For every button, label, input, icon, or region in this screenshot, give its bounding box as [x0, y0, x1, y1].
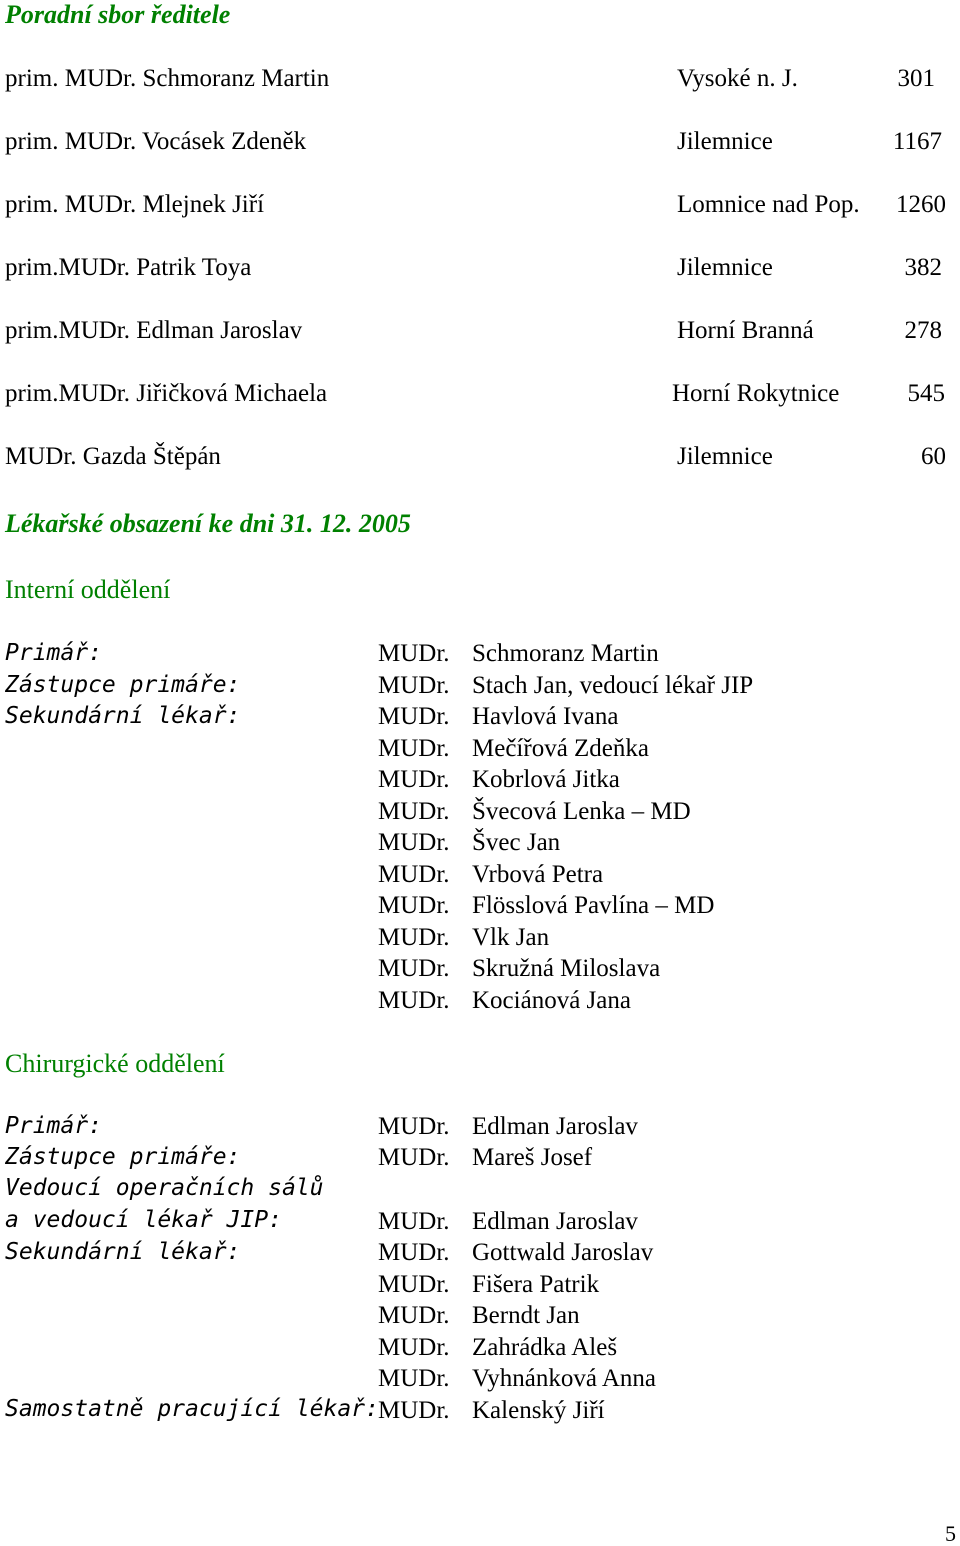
doctor-name: Skružná Miloslava [472, 955, 661, 982]
doctor-name: Kociánová Jana [472, 987, 631, 1014]
doctor-entry [378, 640, 659, 667]
doctor-title: MUDr. [378, 924, 450, 951]
doctor-title: MUDr. [378, 955, 450, 982]
advisory-row-number: 1167 [892, 128, 942, 155]
doctor-name: Edlman Jaroslav [472, 1208, 638, 1235]
surgery-department-heading: Chirurgické oddělení [5, 1049, 225, 1078]
doctor-title: MUDr. [378, 1144, 450, 1171]
doctor-title: MUDr. [378, 1334, 450, 1361]
advisory-row-name: prim.MUDr. Patrik Toya [5, 254, 252, 281]
doctor-name: Vlk Jan [472, 924, 550, 951]
doctor-entry [378, 829, 561, 856]
doctor-entry [378, 861, 604, 888]
advisory-row-town: Horní Rokytnice [672, 380, 840, 407]
doctor-entry [378, 924, 550, 951]
doctor-name: Mečířová Zdeňka [472, 735, 650, 762]
doctor-title: MUDr. [378, 861, 450, 888]
advisory-row-number: 301 [897, 65, 935, 92]
doctor-entry [378, 1271, 600, 1298]
doctor-entry [378, 1334, 618, 1361]
doctor-name: Mareš Josef [472, 1144, 593, 1171]
doctor-title: MUDr. [378, 987, 450, 1014]
doctor-title: MUDr. [378, 703, 450, 730]
doctor-title: MUDr. [378, 735, 450, 762]
doctor-entry [378, 1144, 593, 1171]
doctor-entry [378, 987, 631, 1014]
advisory-row-number: 545 [907, 380, 945, 407]
doctor-title: MUDr. [378, 1208, 450, 1235]
advisory-row-number: 60 [921, 443, 946, 470]
doctor-title: MUDr. [378, 892, 450, 919]
doctor-title: MUDr. [378, 829, 450, 856]
doctor-entry [378, 1239, 654, 1266]
doctor-entry [378, 1365, 656, 1392]
role-label-secondary: Sekundární lékař: [5, 1239, 241, 1265]
advisory-row-town: Vysoké n. J. [677, 65, 798, 92]
doctor-name: Kobrlová Jitka [472, 766, 620, 793]
doctor-title: MUDr. [378, 1271, 450, 1298]
doctor-entry [378, 1302, 580, 1329]
advisory-row-number: 382 [904, 254, 942, 281]
advisory-row-name: prim. MUDr. Schmoranz Martin [5, 65, 330, 92]
doctor-name: Zahrádka Aleš [472, 1334, 618, 1361]
role-label-independent: Samostatně pracující lékař: [5, 1396, 379, 1422]
doctor-entry [378, 703, 619, 730]
doctor-name: Vyhnánková Anna [472, 1365, 656, 1392]
advisory-row-name: MUDr. Gazda Štěpán [5, 443, 221, 470]
doctor-name: Edlman Jaroslav [472, 1113, 638, 1140]
advisory-row-name: prim.MUDr. Edlman Jaroslav [5, 317, 303, 344]
doctor-name: Kalenský Jiří [472, 1397, 605, 1424]
advisory-row-name: prim.MUDr. Jiřičková Michaela [5, 380, 328, 407]
role-label-secondary: Sekundární lékař: [5, 703, 241, 729]
doctor-entry [378, 1397, 605, 1424]
doctor-title: MUDr. [378, 1239, 450, 1266]
page-number: 5 [945, 1521, 956, 1546]
doctor-title: MUDr. [378, 1113, 450, 1140]
doctor-name: Havlová Ivana [472, 703, 619, 730]
doctor-entry [378, 1208, 638, 1235]
doctor-title: MUDr. [378, 1397, 450, 1424]
role-label-head-physician: Primář: [5, 640, 102, 666]
advisory-row-name: prim. MUDr. Vocásek Zdeněk [5, 128, 307, 155]
doctor-entry [378, 892, 715, 919]
role-label-icu-head: a vedoucí lékař JIP: [5, 1207, 282, 1233]
role-label-or-head: Vedoucí operačních sálů [5, 1175, 324, 1201]
advisory-row-town: Jilemnice [677, 254, 773, 281]
advisory-row-number: 1260 [896, 191, 946, 218]
role-label-deputy: Zástupce primáře: [5, 1144, 241, 1170]
doctor-entry [378, 766, 620, 793]
doctor-entry [378, 1113, 638, 1140]
doctor-title: MUDr. [378, 672, 450, 699]
advisory-row-name: prim. MUDr. Mlejnek Jiří [5, 191, 265, 218]
advisory-row-town: Lomnice nad Pop. [677, 191, 860, 218]
doctor-title: MUDr. [378, 640, 450, 667]
doctor-name: Stach Jan, vedoucí lékař JIP [472, 672, 754, 699]
doctor-title: MUDr. [378, 1365, 450, 1392]
doctor-name: Fišera Patrik [472, 1271, 600, 1298]
doctor-name: Švecová Lenka – MD [472, 798, 691, 825]
staffing-heading: Lékařské obsazení ke dni 31. 12. 2005 [5, 509, 411, 538]
doctor-entry [378, 672, 754, 699]
doctor-entry [378, 798, 691, 825]
doctor-title: MUDr. [378, 798, 450, 825]
advisory-row-town: Jilemnice [677, 128, 773, 155]
advisory-board-heading: Poradní sbor ředitele [5, 0, 231, 29]
doctor-name: Gottwald Jaroslav [472, 1239, 654, 1266]
doctor-name: Flösslová Pavlína – MD [472, 892, 715, 919]
role-label-head-physician: Primář: [5, 1113, 102, 1139]
advisory-row-town: Jilemnice [677, 443, 773, 470]
role-label-deputy: Zástupce primáře: [5, 672, 241, 698]
doctor-name: Schmoranz Martin [472, 640, 659, 667]
advisory-row-number: 278 [904, 317, 942, 344]
doctor-name: Švec Jan [472, 829, 561, 856]
doctor-name: Vrbová Petra [472, 861, 604, 888]
internal-department-heading: Interní oddělení [5, 575, 171, 604]
doctor-entry [378, 735, 650, 762]
advisory-row-town: Horní Branná [677, 317, 814, 344]
doctor-entry [378, 955, 661, 982]
doctor-title: MUDr. [378, 1302, 450, 1329]
doctor-name: Berndt Jan [472, 1302, 580, 1329]
doctor-title: MUDr. [378, 766, 450, 793]
